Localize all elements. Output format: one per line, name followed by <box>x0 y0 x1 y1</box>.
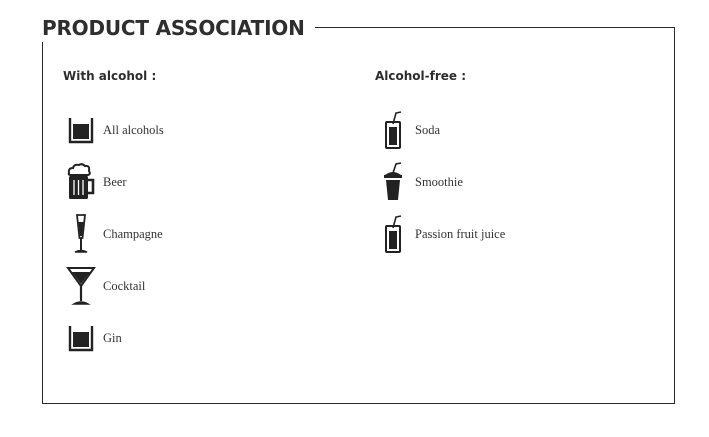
champagne-flute-icon <box>63 214 99 254</box>
list-item-all-alcohols[interactable] <box>63 104 164 156</box>
section-title: PRODUCT ASSOCIATION <box>36 14 315 42</box>
list-item-cocktail[interactable] <box>63 260 164 312</box>
smoothie-cup-straw-icon <box>375 162 411 202</box>
alcohol-free-column <box>375 68 505 260</box>
list-item-champagne[interactable] <box>63 208 164 260</box>
list-item-gin[interactable] <box>63 312 164 364</box>
with-alcohol-heading: With alcohol : <box>63 69 157 83</box>
juice-glass-straw-icon <box>375 214 411 254</box>
alcohol-free-heading: Alcohol-free : <box>375 69 467 83</box>
list-item-beer[interactable] <box>63 156 164 208</box>
lowball-glass-icon <box>63 318 99 358</box>
with-alcohol-column <box>63 68 164 364</box>
item-label: Champagne <box>103 226 163 241</box>
lowball-glass-icon <box>63 110 99 150</box>
list-item-soda[interactable] <box>375 104 505 156</box>
item-label: Smoothie <box>415 174 463 189</box>
cocktail-glass-icon <box>63 266 99 306</box>
item-label: Soda <box>415 122 440 137</box>
beer-mug-icon <box>63 162 99 202</box>
soda-glass-straw-icon <box>375 110 411 150</box>
item-label: Cocktail <box>103 278 146 293</box>
list-item-passion-fruit-juice[interactable] <box>375 208 505 260</box>
item-label: Beer <box>103 174 127 189</box>
item-label: Passion fruit juice <box>415 226 506 241</box>
list-item-smoothie[interactable] <box>375 156 505 208</box>
item-label: Gin <box>103 330 122 345</box>
item-label: All alcohols <box>103 122 164 137</box>
